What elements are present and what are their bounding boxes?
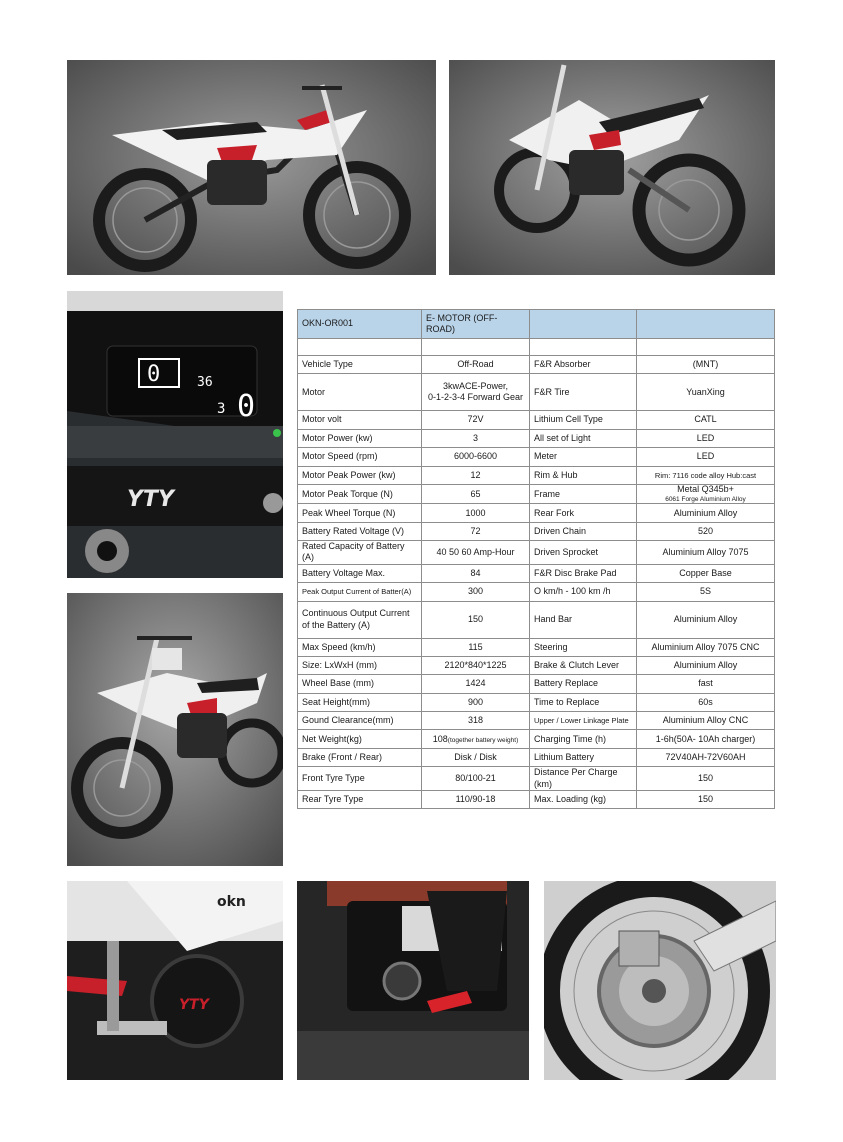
spec-value-cell [422,583,530,601]
spec-value-cell [422,748,530,766]
spec-value: 65 [470,488,481,499]
wheel-photo [544,881,776,1080]
spec-label: Driven Sprocket [534,546,599,557]
spec-value: 72V40AH-72V60AH [665,751,746,762]
spec-value: Aluminium Alloy [673,659,738,670]
table-row [298,583,775,601]
spec-value: 150 [697,772,714,783]
spec-value-cell [422,564,530,582]
spec-value: 5S [699,586,711,597]
spec-label: Front Tyre Type [302,772,365,783]
spec-label-cell [530,693,637,711]
dash-gear-top: 0 [147,362,161,387]
spec-label-cell [298,411,422,429]
spec-label-cell [298,601,422,638]
spec-label-cell [298,522,422,540]
dash-odo: 3 [217,401,226,417]
spec-label-cell [298,374,422,411]
spec-value: Aluminium Alloy 7075 [662,546,749,557]
spec-label: Frame [534,488,561,499]
spec-value-cell [422,541,530,565]
spec-value-cell [422,712,530,730]
table-header-row [298,310,775,339]
spec-label: Continuous Output Current [302,608,410,619]
spec-value-cell [637,767,775,791]
spec-value-cell [637,564,775,582]
spec-label-cell [298,504,422,522]
spec-label-cell [298,748,422,766]
table-row [298,411,775,429]
spec-label: Battery Rated Voltage (V) [302,525,405,536]
spec-label-cell [530,504,637,522]
spec-label: F&R Absorber [534,359,591,370]
spec-value: 84 [470,567,481,578]
spec-label: Lithium Battery [534,751,595,762]
spec-label: Motor volt [302,414,342,425]
spec-value-cell [637,374,775,411]
spec-value: 108 [432,733,448,744]
spec-value-cell [637,712,775,730]
spec-value: fast [698,678,713,689]
spec-value: 110/90-18 [455,793,496,804]
spec-value: CATL [694,414,717,425]
spec-label: Battery Replace [534,678,599,689]
spec-label-cell [530,429,637,447]
spec-label-cell [298,448,422,466]
spec-label-cell [530,448,637,466]
spec-label-cell [530,767,637,791]
spec-label: Hand Bar [534,613,573,624]
spec-table [297,309,775,809]
bike-side-photo [67,60,436,275]
spec-value: LED [696,451,715,462]
table-row [298,374,775,411]
table-row [298,601,775,638]
spec-label-cell [298,638,422,656]
spec-value: 900 [467,696,484,707]
dash-brand-logo: YTY [127,487,174,512]
spec-label-cell [530,564,637,582]
dashboard-photo [67,291,283,578]
table-row [298,466,775,484]
spec-label: Motor Speed (rpm) [302,451,378,462]
spec-label-cell [298,790,422,808]
spec-label: Lithium Cell Type [534,414,603,425]
spec-value: 1-6h(50A- 10Ah charger) [655,733,756,744]
spec-value-cell [422,356,530,374]
spec-label-line2: of the Battery (A) [302,619,371,630]
blank-row [298,339,775,356]
spec-label: Brake (Front / Rear) [302,751,383,762]
spec-value: Aluminium Alloy 7075 CNC [651,641,760,652]
table-row [298,638,775,656]
spec-value-cell [422,466,530,484]
motor-photo [67,881,283,1080]
spec-value: 6000-6600 [453,451,498,462]
spec-label: Upper / Lower Linkage Plate [534,716,629,726]
spec-value: 318 [467,715,484,726]
spec-value-cell [422,522,530,540]
spec-label-cell [530,601,637,638]
spec-value-cell [422,693,530,711]
spec-value: 12 [470,469,481,480]
spec-label: Seat Height(mm) [302,696,371,707]
spec-label-cell [530,522,637,540]
table-row [298,675,775,693]
spec-value: YuanXing [686,386,725,397]
table-row [298,522,775,540]
spec-label: Meter [534,451,558,462]
spec-label-cell [530,374,637,411]
spec-label: Max Speed (km/h) [302,641,376,652]
spec-label-cell [530,638,637,656]
spec-value: 115 [468,641,483,652]
spec-value-cell [422,448,530,466]
table-row [298,448,775,466]
spec-label-cell [298,429,422,447]
spec-value: 2120*840*1225 [444,659,507,670]
spec-value-cell [422,601,530,638]
spec-value: Rim: 7116 code alloy Hub:cast [654,470,757,480]
spec-label-cell [530,675,637,693]
spec-label-cell [298,767,422,791]
spec-value: (MNT) [692,359,719,370]
spec-value: Aluminium Alloy [673,613,738,624]
motor-brand-logo: okn [217,894,246,910]
spec-value: 150 [697,793,714,804]
spec-label: F&R Disc Brake Pad [534,567,617,578]
model-cell: OKN-OR001 [298,310,422,339]
table-row [298,693,775,711]
spec-value: Aluminium Alloy [673,507,738,518]
spec-label-cell [298,466,422,484]
spec-value-cell [637,638,775,656]
spec-value-cell [422,374,530,411]
spec-label-cell [298,541,422,565]
spec-label: Steering [534,641,568,652]
spec-label-cell [530,748,637,766]
spec-label-cell [298,564,422,582]
bike-front-photo [67,593,283,866]
spec-value-cell [422,675,530,693]
spec-value: 40 50 60 Amp-Hour [436,546,515,557]
spec-value-cell [637,484,775,504]
spec-label: Motor Peak Torque (N) [302,488,393,499]
spec-value: 1000 [465,507,486,518]
spec-value-cell [637,522,775,540]
table-row [298,484,775,504]
spec-value-cell [637,730,775,748]
spec-value: 3 [472,432,478,443]
spec-label: Motor Power (kw) [302,432,373,443]
dash-speed-digits: 36 [197,375,213,390]
spec-label: Battery Voltage Max. [302,567,386,578]
table-row [298,712,775,730]
spec-value-cell [422,767,530,791]
spec-value: Off-Road [457,359,494,370]
spec-label: Motor [302,386,326,397]
table-row [298,356,775,374]
spec-label: Rear Tyre Type [302,793,364,804]
spec-value-cell [637,583,775,601]
spec-value-cell [637,601,775,638]
spec-label: Max. Loading (kg) [534,793,607,804]
spec-value: 72V [467,414,484,425]
header-blank-cell [637,310,775,339]
spec-value-cell [422,638,530,656]
spec-value-cell [422,790,530,808]
spec-value-cell [637,541,775,565]
spec-value: 80/100-21 [455,772,496,783]
spec-value-cell [422,656,530,674]
spec-value: 150 [467,613,484,624]
spec-value-cell [422,730,530,748]
spec-label: Net Weight(kg) [302,733,362,744]
spec-value: LED [696,432,715,443]
spec-label-cell [530,411,637,429]
table-row [298,790,775,808]
spec-value-note: (together battery weight) [447,736,519,744]
spec-value: 60s [698,696,713,707]
spec-label: All set of Light [534,432,591,443]
bike-rear-photo [449,60,775,275]
spec-label-cell [530,656,637,674]
spec-value: Metal Q345b+ [677,484,734,494]
table-row [298,541,775,565]
spec-label-cell [298,675,422,693]
spec-label-cell [530,730,637,748]
spec-value-cell [637,356,775,374]
spec-value: 72 [470,525,481,536]
spec-label: F&R Tire [534,386,570,397]
spec-value-cell [637,411,775,429]
spec-value-cell [637,790,775,808]
spec-label-cell [530,712,637,730]
spec-value: Aluminium Alloy CNC [662,715,749,726]
spec-label: Size: LxWxH (mm) [302,659,377,670]
spec-label: Driven Chain [534,525,587,536]
spec-value-cell [422,504,530,522]
spec-label: Rated Capacity of Battery (A) [302,541,405,563]
spec-value: 300 [467,586,484,597]
spec-label: Rear Fork [534,507,575,518]
spec-label-cell [298,484,422,504]
spec-label: Brake & Clutch Lever [534,659,620,670]
spec-label-cell [530,356,637,374]
spec-value-line2: 0-1-2-3-4 Forward Gear [427,392,524,403]
spec-label-cell [530,583,637,601]
spec-value-cell [637,656,775,674]
spec-label: O km/h - 100 km /h [534,586,611,597]
table-row [298,504,775,522]
spec-label: Peak Output Current of Batter(A) [302,587,412,597]
spec-value-cell [422,484,530,504]
table-row [298,748,775,766]
spec-value: 520 [697,525,714,536]
spec-label: Rim & Hub [534,469,578,480]
spec-label: Distance Per Charge (km) [534,767,618,789]
table-row [298,429,775,447]
spec-label-cell [298,730,422,748]
spec-value: 3kwACE-Power, [442,381,509,392]
spec-value-cell [637,675,775,693]
spec-label-cell [298,693,422,711]
dash-gear-big: 0 [237,389,256,424]
spec-label-cell [530,484,637,504]
battery-photo [297,881,529,1080]
spec-value-cell [637,748,775,766]
spec-value: 1424 [465,678,486,689]
spec-label: Time to Replace [534,696,600,707]
spec-label-cell [298,656,422,674]
motor-cover-logo: YTY [179,997,209,1013]
spec-label: Peak Wheel Torque (N) [302,507,396,518]
spec-value-cell [637,504,775,522]
spec-value-cell [637,448,775,466]
table-row [298,767,775,791]
type-cell: E- MOTOR (OFF-ROAD) [422,310,530,339]
spec-label-cell [530,790,637,808]
spec-label-cell [530,466,637,484]
spec-label: Gound Clearance(mm) [302,715,394,726]
spec-value: Copper Base [679,567,732,578]
spec-value-cell [637,429,775,447]
spec-label-cell [298,356,422,374]
table-row [298,656,775,674]
spec-label: Motor Peak Power (kw) [302,469,396,480]
spec-label-cell [298,712,422,730]
table-row [298,730,775,748]
spec-label: Wheel Base (mm) [302,678,375,689]
spec-value-cell [637,466,775,484]
spec-label-cell [530,541,637,565]
spec-value-cell [422,411,530,429]
header-blank-cell [530,310,637,339]
spec-value-cell [637,693,775,711]
spec-value-cell [422,429,530,447]
spec-value-line2: 6061 Forge Aluminium Alloy [665,495,746,503]
spec-label: Vehicle Type [302,359,353,370]
spec-label-cell [298,583,422,601]
table-row [298,564,775,582]
spec-value: Disk / Disk [454,751,497,762]
spec-label: Charging Time (h) [534,733,607,744]
